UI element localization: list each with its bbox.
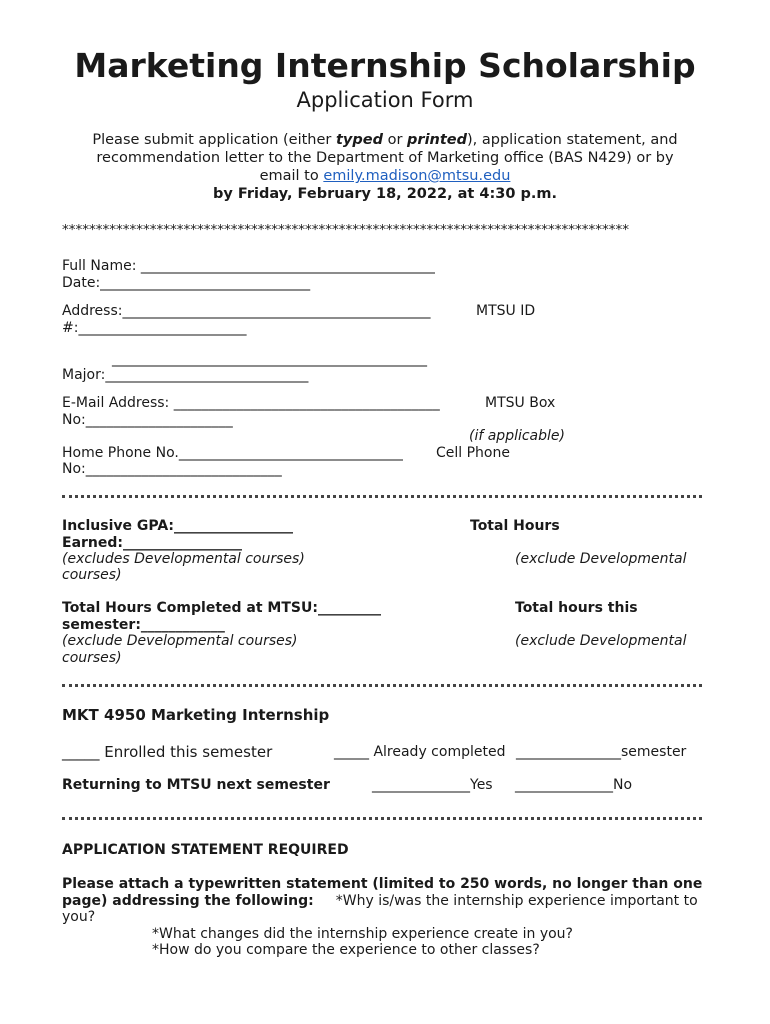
instr-post: ), application statement, and: [467, 132, 678, 148]
instructions-line-2: recommendation letter to the Department of Marketing office (BAS N429) or by: [96, 150, 674, 166]
statement-line-1: Please attach a typewritten statement (limited to 250 words, no longer than one: [62, 876, 703, 892]
address-field: Address:____________________________________________: [62, 303, 431, 319]
instr-text: Please submit application (either: [92, 132, 336, 148]
cell-phone-label: Cell Phone: [436, 445, 510, 461]
statement-line-2: [62, 893, 698, 909]
total-hours-semester-label: Total hours this: [515, 600, 638, 616]
mtsu-hours-note: (exclude Developmental courses): [62, 633, 298, 649]
statement-heading: APPLICATION STATEMENT REQUIRED: [62, 842, 349, 858]
mtsu-box-label: MTSU Box: [485, 395, 556, 411]
completed-option: _____ Already completed: [334, 744, 506, 760]
instr-or: or: [382, 132, 408, 148]
home-phone-field: Home Phone No.________________________________: [62, 445, 403, 461]
total-hours-mtsu-field: Total Hours Completed at MTSU:_________: [62, 600, 381, 616]
instr-printed: printed: [407, 132, 468, 148]
total-hours-label: Total Hours: [470, 518, 560, 534]
instructions-line-3: [0, 168, 770, 184]
deadline: by Friday, February 18, 2022, at 4:30 p.m.: [212, 186, 558, 202]
form-title: Marketing Internship Scholarship: [74, 46, 696, 85]
star-separator: ************************************************************************************: [62, 222, 629, 238]
statement-line-2-bold: page) addressing the following:: [62, 893, 314, 909]
statement-line-3: you?: [62, 909, 96, 925]
enrolled-option: _____ Enrolled this semester: [62, 743, 273, 761]
email-link[interactable]: emily.madison@mtsu.edu: [323, 168, 511, 184]
semester-hours-field: semester:____________: [62, 617, 225, 633]
gpa-note: (excludes Developmental courses): [62, 551, 305, 567]
mtsu-id-field: #:________________________: [62, 320, 247, 336]
dotted-separator: [62, 495, 702, 498]
semester-field: _______________semester: [516, 744, 687, 760]
question-1: *Why is/was the internship experience important to: [335, 893, 698, 909]
returning-yes: ______________Yes: [372, 777, 493, 793]
dotted-separator: [62, 817, 702, 820]
if-applicable-note: (if applicable): [469, 428, 565, 444]
internship-heading: MKT 4950 Marketing Internship: [62, 706, 330, 724]
hours-note: (exclude Developmental: [515, 551, 687, 567]
question-3: *How do you compare the experience to other classes?: [152, 942, 540, 958]
returning-no: ______________No: [515, 777, 633, 793]
hours-note-cont: courses): [62, 567, 122, 583]
returning-label: Returning to MTSU next semester: [62, 777, 330, 793]
mtsu-box-field: No:_____________________: [62, 412, 233, 428]
full-name-field: Full Name: __________________________________________: [62, 258, 435, 274]
hours-earned-field: Earned:_________________: [62, 535, 242, 551]
cell-phone-field: No:____________________________: [62, 461, 282, 477]
instr-typed: typed: [336, 132, 383, 148]
major-field: Major:_____________________________: [62, 367, 309, 383]
semester-hours-note: (exclude Developmental: [515, 633, 687, 649]
form-subtitle: Application Form: [296, 88, 474, 112]
inclusive-gpa-field: Inclusive GPA:_________________: [62, 518, 294, 534]
semester-note-cont: courses): [62, 650, 122, 666]
address-line-2: _____________________________________________: [112, 351, 427, 367]
dotted-separator: [62, 684, 702, 687]
email-address-field: E-Mail Address: ______________________________________: [62, 395, 440, 411]
instructions-line-1: [0, 132, 770, 148]
instr-email-pre: email to: [259, 168, 324, 184]
date-field: Date:______________________________: [62, 275, 311, 291]
question-2: *What changes did the internship experience create in you?: [152, 926, 573, 942]
mtsu-id-label: MTSU ID: [476, 303, 536, 319]
